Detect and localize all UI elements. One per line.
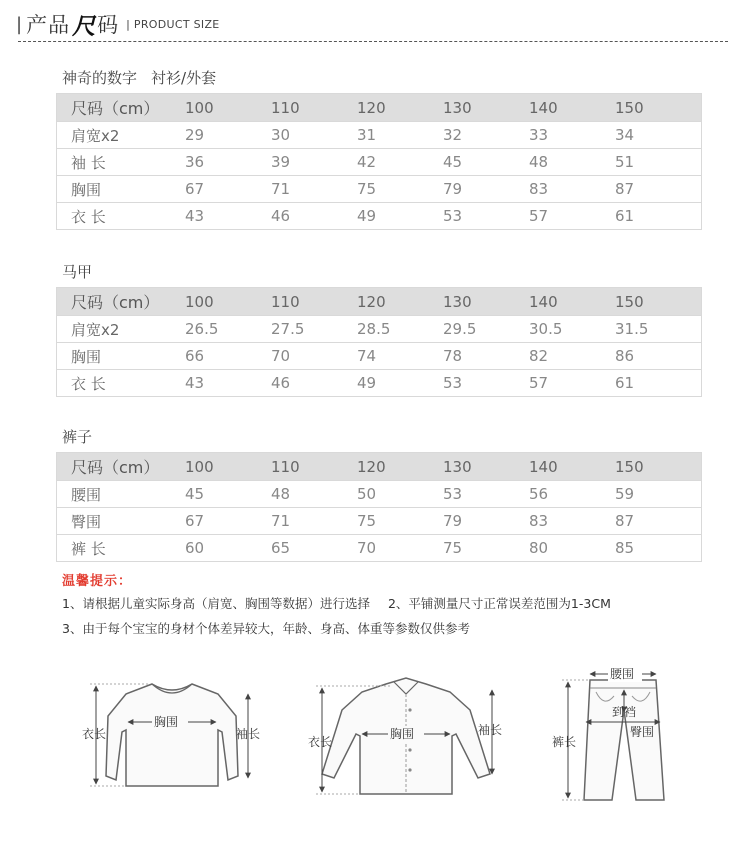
size-cell: 120 xyxy=(357,288,443,316)
pants-length-label: 裤长 xyxy=(552,735,577,749)
tshirt-chest-label: 胸围 xyxy=(154,715,179,729)
value-cell: 49 xyxy=(357,370,443,397)
tshirt-figure xyxy=(82,684,260,786)
shirt-length-label: 衣长 xyxy=(308,735,333,749)
shirt-figure xyxy=(308,678,502,794)
value-cell: 46 xyxy=(271,370,357,397)
value-cell: 71 xyxy=(271,176,357,203)
row-label: 衣 长 xyxy=(57,370,186,397)
value-cell: 48 xyxy=(271,481,357,508)
value-cell: 45 xyxy=(185,481,271,508)
value-cell: 51 xyxy=(615,149,702,176)
value-cell: 75 xyxy=(357,508,443,535)
note-line-1 xyxy=(62,594,611,612)
table-row xyxy=(57,481,702,508)
note-1b: 2、平铺测量尺寸正常误差范围为1-3CM xyxy=(387,596,611,611)
shirt-sleeve-label: 袖长 xyxy=(478,723,503,737)
section-title-shirt xyxy=(62,67,216,88)
value-cell: 59 xyxy=(615,481,702,508)
size-cell: 140 xyxy=(529,453,615,481)
row-label: 胸围 xyxy=(57,343,186,370)
section-title-vest xyxy=(62,261,92,282)
value-cell: 43 xyxy=(185,203,271,230)
value-cell: 83 xyxy=(529,176,615,203)
table-header-row xyxy=(57,453,702,481)
size-cell: 110 xyxy=(271,453,357,481)
value-cell: 29.5 xyxy=(443,316,529,343)
size-cell: 150 xyxy=(615,94,702,122)
size-cell: 150 xyxy=(615,453,702,481)
value-cell: 61 xyxy=(615,370,702,397)
value-cell: 43 xyxy=(185,370,271,397)
value-cell: 60 xyxy=(185,535,271,562)
header-title-part2: 尺 xyxy=(72,13,96,40)
row-label: 衣 长 xyxy=(57,203,186,230)
value-cell: 53 xyxy=(443,370,529,397)
value-cell: 87 xyxy=(615,176,702,203)
note-line-2: 3、由于每个宝宝的身材个体差异较大，年龄、身高、体重等参数仅供参考 xyxy=(62,621,470,636)
note-1a: 1、请根据儿童实际身高（肩宽、胸围等数据）进行选择 xyxy=(62,596,370,611)
table-row xyxy=(57,316,702,343)
table-row xyxy=(57,343,702,370)
row-label: 臀围 xyxy=(57,508,186,535)
row-label: 腰围 xyxy=(57,481,186,508)
value-cell: 53 xyxy=(443,203,529,230)
table-row xyxy=(57,122,702,149)
size-cell: 130 xyxy=(443,288,529,316)
value-cell: 32 xyxy=(443,122,529,149)
value-cell: 36 xyxy=(185,149,271,176)
value-cell: 39 xyxy=(271,149,357,176)
value-cell: 42 xyxy=(357,149,443,176)
header-label: 尺码（cm） xyxy=(57,94,186,122)
value-cell: 66 xyxy=(185,343,271,370)
value-cell: 30.5 xyxy=(529,316,615,343)
value-cell: 82 xyxy=(529,343,615,370)
size-cell: 110 xyxy=(271,288,357,316)
value-cell: 61 xyxy=(615,203,702,230)
header-subtitle: | PRODUCT SIZE xyxy=(126,17,220,31)
table-row xyxy=(57,508,702,535)
value-cell: 75 xyxy=(443,535,529,562)
value-cell: 34 xyxy=(615,122,702,149)
size-cell: 120 xyxy=(357,453,443,481)
row-label: 袖 长 xyxy=(57,149,186,176)
value-cell: 27.5 xyxy=(271,316,357,343)
value-cell: 71 xyxy=(271,508,357,535)
tshirt-sleeve-label: 袖长 xyxy=(236,727,261,741)
row-label: 胸围 xyxy=(57,176,186,203)
size-table-pants xyxy=(56,452,702,562)
pants-hip-label: 臀围 xyxy=(630,725,655,739)
row-label: 裤 长 xyxy=(57,535,186,562)
notes-title: 温馨提示： xyxy=(62,574,133,589)
header-bar: | xyxy=(16,13,23,35)
section-title-pants xyxy=(62,426,92,447)
row-label: 肩宽x2 xyxy=(57,316,186,343)
value-cell: 83 xyxy=(529,508,615,535)
value-cell: 53 xyxy=(443,481,529,508)
size-cell: 100 xyxy=(185,453,271,481)
value-cell: 65 xyxy=(271,535,357,562)
value-cell: 74 xyxy=(357,343,443,370)
row-label: 肩宽x2 xyxy=(57,122,186,149)
section-title: 马甲 xyxy=(62,263,93,281)
value-cell: 86 xyxy=(615,343,702,370)
value-cell: 57 xyxy=(529,370,615,397)
header-label: 尺码（cm） xyxy=(57,288,186,316)
tshirt-length-label: 衣长 xyxy=(82,727,107,741)
table-row xyxy=(57,149,702,176)
value-cell: 29 xyxy=(185,122,271,149)
table-row xyxy=(57,176,702,203)
value-cell: 75 xyxy=(357,176,443,203)
size-cell: 120 xyxy=(357,94,443,122)
value-cell: 70 xyxy=(357,535,443,562)
value-cell: 57 xyxy=(529,203,615,230)
value-cell: 78 xyxy=(443,343,529,370)
tshirt-outline-icon xyxy=(106,684,238,786)
size-table-vest xyxy=(56,287,702,397)
value-cell: 67 xyxy=(185,176,271,203)
table-row xyxy=(57,535,702,562)
page-header xyxy=(16,8,220,40)
header-title-part1: 产品 xyxy=(26,13,71,37)
value-cell: 26.5 xyxy=(185,316,271,343)
table-header-row xyxy=(57,288,702,316)
header-title-part3: 码 xyxy=(97,13,119,37)
size-cell: 150 xyxy=(615,288,702,316)
value-cell: 56 xyxy=(529,481,615,508)
header-label: 尺码（cm） xyxy=(57,453,186,481)
value-cell: 46 xyxy=(271,203,357,230)
value-cell: 67 xyxy=(185,508,271,535)
value-cell: 87 xyxy=(615,508,702,535)
value-cell: 28.5 xyxy=(357,316,443,343)
size-cell: 140 xyxy=(529,94,615,122)
measurement-figures xyxy=(0,650,750,830)
size-cell: 130 xyxy=(443,453,529,481)
value-cell: 48 xyxy=(529,149,615,176)
size-table-shirt xyxy=(56,93,702,230)
size-cell: 100 xyxy=(185,288,271,316)
value-cell: 79 xyxy=(443,508,529,535)
size-cell: 130 xyxy=(443,94,529,122)
pants-waist-label: 腰围 xyxy=(610,667,635,681)
size-cell: 140 xyxy=(529,288,615,316)
value-cell: 80 xyxy=(529,535,615,562)
pants-figure xyxy=(552,666,664,800)
size-cell: 100 xyxy=(185,94,271,122)
value-cell: 45 xyxy=(443,149,529,176)
size-cell: 110 xyxy=(271,94,357,122)
value-cell: 50 xyxy=(357,481,443,508)
value-cell: 31.5 xyxy=(615,316,702,343)
value-cell: 31 xyxy=(357,122,443,149)
value-cell: 79 xyxy=(443,176,529,203)
section-title: 神奇的数字 xyxy=(62,69,138,87)
header-divider xyxy=(18,41,728,42)
value-cell: 85 xyxy=(615,535,702,562)
section-subtitle: 衬衫/外套 xyxy=(151,69,217,87)
table-row xyxy=(57,370,702,397)
value-cell: 33 xyxy=(529,122,615,149)
value-cell: 49 xyxy=(357,203,443,230)
value-cell: 30 xyxy=(271,122,357,149)
value-cell: 70 xyxy=(271,343,357,370)
shirt-chest-label: 胸围 xyxy=(390,727,415,741)
section-title: 裤子 xyxy=(62,428,93,446)
pants-crotch-label: 到裆 xyxy=(612,705,637,719)
table-header-row xyxy=(57,94,702,122)
table-row xyxy=(57,203,702,230)
